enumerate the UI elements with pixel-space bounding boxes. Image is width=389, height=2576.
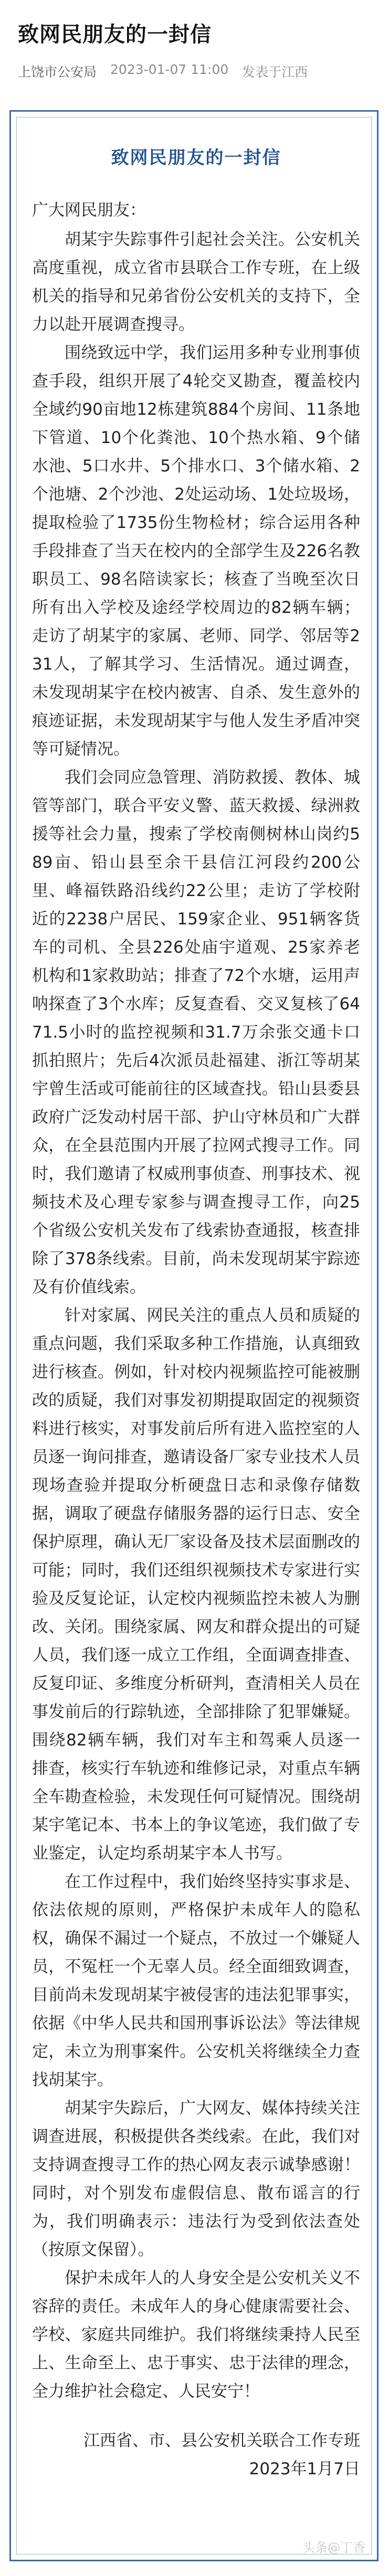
letter-paragraph: 我们会同应急管理、消防救援、教体、城管等部门，联合平安义警、蓝天救援、绿洲救援等社会力量，搜索了学校南侧树林山岗约589亩、铅山县至余干县信江河段约200公里、峰福铁路沿线约22公里；走访了学校附近的2238户居民、159家企业、951辆客货车的司机、全县226处庙宇道观、25家养老机构和1家救助站；排查了72个水塘，运用声呐探查了3个水库；反复查看、交叉复核了6471.5小时的监控视频和31.7万余张交通卡口抓拍照片；先后4次派员赴福建、浙江等胡某宇曾生活或可能前往的区域查找。铅山县委县政府广泛发动村居干部、护山守林员和广大群众，在全县范围内开展了拉网式搜寻工作。同时，我们邀请了权威刑事侦查、刑事技术、视频技术及心理专家参与调查搜寻工作，向25个省级公安机关发布了线索协查通报，核查排除了378条线索。目前，尚未发现胡某宇踪迹及有价值线索。: [32, 768, 360, 1297]
letter-date: 2023年1月7日: [249, 2460, 360, 2478]
letter-body: [32, 143, 360, 2483]
letter-paragraph: 针对家属、网民关注的重点人员和质疑的重点问题，我们采取多种工作措施，认真细致进行核查。例如，针对校内视频监控可能被删改的质疑，我们对事发初期提取固定的视频资料进行核实，对事发前后所有进入监控室的人员逐一询问排查，邀请设备厂家专业技术人员现场查验并提取分析硬盘日志和录像存储数据，调取了硬盘存储服务器的运行日志、安全保护原理，确认无厂家设备及技术层面删改的可能；同时，我们还组织视频技术专家进行实验及反复论证，认定校内视频监控未被人为删改、关闭。围绕家属、网友和群众提出的可疑人员，我们逐一成立工作组，全面调查排查、反复印证、多维度分析研判，查清相关人员在事发前后的行踪轨迹，全部排除了犯罪嫌疑。围绕82辆车辆，我们对车主和驾乘人员逐一排查，核实行车轨迹和维修记录，对重点车辆全车勘查检验，未发现任何可疑情况。围绕胡某宇笔记本、书本上的争议笔迹，我们做了专业鉴定，认定均系胡某宇本人书写。: [32, 1306, 360, 1863]
publish-datetime: 2023-01-07 11:00: [110, 62, 229, 77]
letter-paragraph: 围绕致远中学，我们运用多种专业刑事侦查手段，组织开展了4轮交叉勘查，覆盖校内全域约90亩地12栋建筑884个房间、11条地下管道、10个化粪池、10个热水箱、9个储水池、5口水井、5个排水口、3个储水箱、2个池塘、2个沙池、2处运动场、1处垃圾场，提取检验了1735份生物检材；综合运用各种手段排查了当天在校内的全部学生及226名教职员工、98名陪读家长；核查了当晚至次日所有出入学校及途经学校周边的82辆车辆；走访了胡某宇的家属、老师、同学、邻居等231人，了解其学习、生活情况。通过调查，未发现胡某宇在校内被害、自杀、发生意外的痕迹证据，未发现胡某宇与他人发生矛盾冲突等可疑情况。: [32, 343, 360, 759]
article-title: 致网民朋友的一封信: [18, 23, 212, 47]
letter-title: 致网民朋友的一封信: [111, 147, 281, 168]
letter-signature: 江西省、市、县公安机关联合工作专班: [83, 2431, 360, 2450]
letter-paragraph: 保护未成年人的人身安全是公安机关义不容辞的责任。未成年人的身心健康需要社会、学校、家庭共同维护。我们将继续秉持人民至上、生命至上、忠于事实、忠于法律的理念，全力维护社会稳定、人民安宁！: [32, 2269, 360, 2401]
letter-image: [9, 110, 379, 2561]
article-meta: [18, 62, 308, 81]
author-link[interactable]: 上饶市公安局: [18, 64, 97, 80]
watermark: 头条@丁香: [302, 2540, 365, 2555]
letter-paragraph: 在工作过程中，我们始终坚持实事求是、依法依规的原则，严格保护未成年人的隐私权，确保不漏过一个疑点，不放过一个嫌疑人员，不冤枉一个无辜人员。经全面细致调查，目前尚未发现胡某宇被侵害的违法犯罪事实，依据《中华人民共和国刑事诉讼法》等法律规定，未立为刑事案件。公安机关将继续全力查找胡某宇。: [32, 1872, 360, 2089]
letter-paragraph: 胡某宇失踪后，广大网友、媒体持续关注调查进展，积极提供各类线索。在此，我们对支持调查搜寻工作的热心网友表示诚挚感谢！同时，对个别发布虚假信息、散布谣言的行为，我们明确表示：违法行为受到依法查处（按原文保留）。: [32, 2099, 360, 2259]
letter-paragraph: 胡某宇失踪事件引起社会关注。公安机关高度重视，成立省市县联合工作专班，在上级机关的指导和兄弟省份公安机关的支持下，全力以赴开展调查搜寻。: [32, 230, 360, 334]
letter-salutation: 广大网民朋友：: [32, 201, 146, 220]
publish-location: 发表于江西: [242, 64, 308, 80]
